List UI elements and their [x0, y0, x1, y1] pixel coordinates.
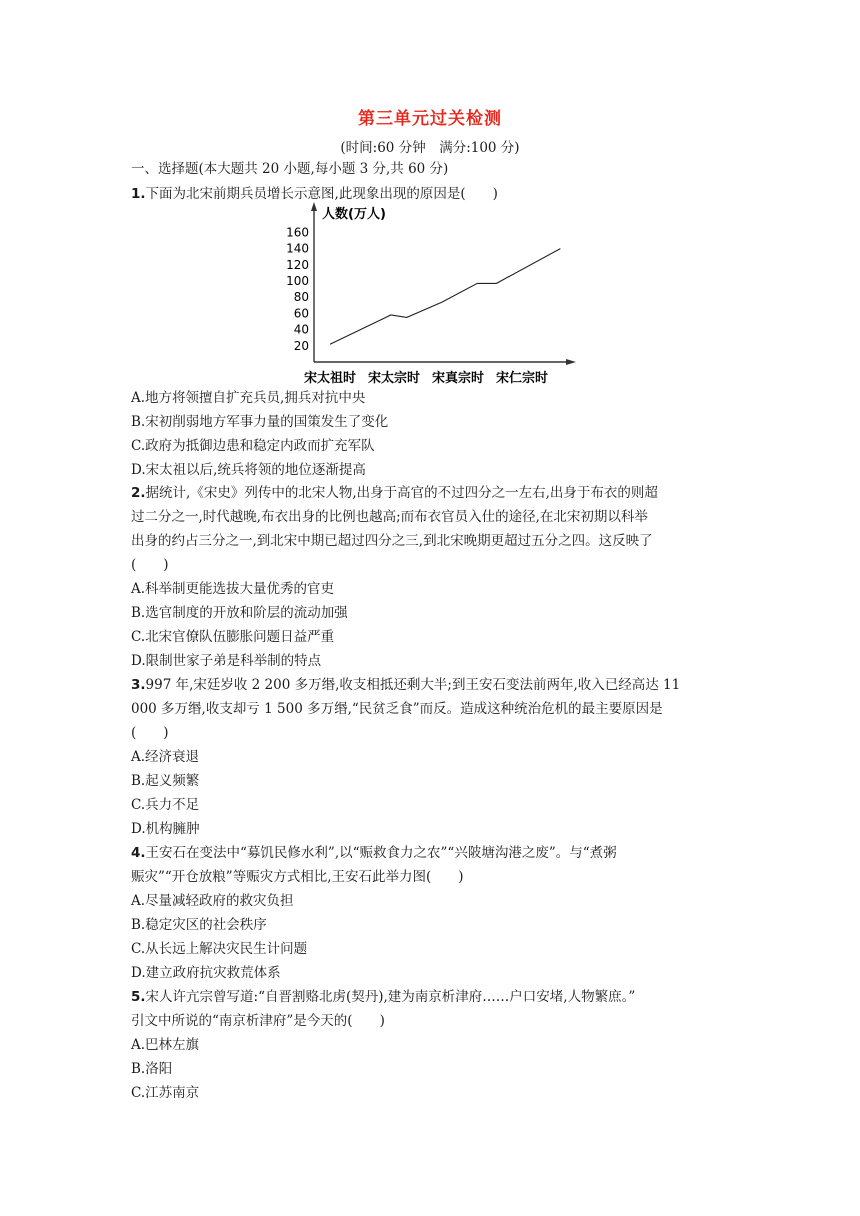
series-line — [330, 249, 560, 345]
y-tick-label: 40 — [293, 322, 309, 337]
q1-option-b: B.宋初削弱地方军事力量的国策发生了变化 — [131, 414, 389, 430]
q4-option-c: C.从长远上解决灾民生计问题 — [131, 941, 308, 957]
x-tick-label: 宋太祖时 — [303, 371, 357, 386]
line-chart — [286, 200, 586, 390]
question-5-line-1 — [131, 987, 635, 1007]
question-4-line-1 — [131, 843, 617, 863]
q3-option-d: D.机构臃肿 — [131, 821, 200, 837]
q3-option-a: A.经济衰退 — [131, 749, 200, 765]
y-axis-arrow — [311, 202, 317, 211]
y-tick-label: 100 — [286, 274, 309, 288]
section-heading: 一、选择题(本大题共 20 小题,每小题 3 分,共 60 分) — [131, 161, 449, 177]
x-tick-label: 宋真宗时 — [431, 371, 485, 386]
question-number: 1. — [131, 186, 146, 202]
q5-option-b: B.洛阳 — [131, 1061, 173, 1077]
y-tick-label: 60 — [293, 306, 309, 321]
question-number: 4. — [131, 845, 146, 861]
question-number: 3. — [131, 677, 146, 693]
q4-option-a: A.尽量减轻政府的救灾负担 — [131, 893, 294, 909]
q2-option-c: C.北宋官僚队伍膨胀问题日益严重 — [131, 629, 335, 645]
x-tick-label: 宋太宗时 — [367, 371, 421, 386]
question-text: 据统计,《宋史》列传中的北宋人物,出身于高官的不过四分之一左右,出身于布衣的则超 — [145, 485, 658, 501]
q3-option-b: B.起义频繁 — [131, 773, 200, 789]
x-tick-label: 宋仁宗时 — [495, 371, 549, 386]
y-ticks — [286, 225, 309, 352]
question-3-line-3: ( ) — [131, 725, 169, 741]
y-tick-label: 140 — [286, 241, 309, 256]
question-5-line-2: 引文中所说的“南京析津府”是今天的( ) — [131, 1013, 385, 1029]
q2-option-b: B.选官制度的开放和阶层的流动加强 — [131, 605, 348, 621]
question-2-line-4: ( ) — [131, 557, 169, 573]
x-axis-arrow — [566, 359, 576, 365]
x-ticks — [304, 370, 548, 386]
question-2-line-2: 过二分之一,时代越晚,布衣出身的比例也越高;而布衣官员入仕的途径,在北宋初期以科举 — [131, 509, 648, 525]
question-text: 997 年,宋廷岁收 2 200 多万缗,收支相抵还剩大半;到王安石变法前两年,收入已经高达 11 — [145, 677, 681, 693]
question-text: 宋人许亢宗曾写道:“自晋割赂北虏(契丹),建为南京析津府……户口安堵,人物繁庶。” — [145, 989, 636, 1005]
q1-option-a: A.地方将领擅自扩充兵员,拥兵对抗中央 — [131, 390, 366, 406]
question-4-line-2: 赈灾”“开仓放粮”等赈灾方式相比,王安石此举力图( ) — [131, 869, 464, 885]
q1-option-c: C.政府为抵御边患和稳定内政而扩充军队 — [131, 438, 375, 454]
question-stem: 下面为北宋前期兵员增长示意图,此现象出现的原因是( ) — [145, 186, 498, 202]
question-number: 2. — [131, 485, 146, 501]
q1-option-d: D.宋太祖以后,统兵将领的地位逐渐提高 — [131, 462, 366, 478]
q5-option-a: A.巴林左旗 — [131, 1037, 200, 1053]
y-tick-label: 120 — [286, 257, 309, 272]
question-2-line-1 — [131, 483, 658, 503]
question-number: 5. — [131, 989, 146, 1005]
question-3-line-1 — [131, 675, 680, 695]
q4-option-d: D.建立政府抗灾救荒体系 — [131, 965, 281, 981]
q5-option-c: C.江苏南京 — [131, 1085, 200, 1101]
y-tick-label: 160 — [286, 225, 309, 240]
y-tick-label: 80 — [293, 290, 309, 305]
q2-option-d: D.限制世家子弟是科举制的特点 — [131, 653, 322, 669]
y-tick-label: 20 — [293, 338, 309, 353]
page-subtitle: (时间:60 分钟 满分:100 分) — [340, 140, 520, 156]
q2-option-a: A.科举制更能选拔大量优秀的官吏 — [131, 581, 335, 597]
page-title: 第三单元过关检测 — [358, 109, 502, 129]
q3-option-c: C.兵力不足 — [131, 797, 200, 813]
question-text: 王安石在变法中“募饥民修水利”,以“赈救食力之农”“兴陂塘沟港之废”。与“煮粥 — [145, 845, 617, 861]
q4-option-b: B.稳定灾区的社会秩序 — [131, 917, 267, 933]
question-3-line-2: 000 多万缗,收支却亏 1 500 多万缗,“民贫乏食”而反。造成这种统治危机的最主要原因是 — [131, 701, 663, 717]
question-2-line-3: 出身的约占三分之一,到北宋中期已超过四分之三,到北宋晚期更超过五分之四。这反映了 — [131, 533, 653, 549]
y-axis-label: 人数(万人) — [322, 207, 386, 222]
